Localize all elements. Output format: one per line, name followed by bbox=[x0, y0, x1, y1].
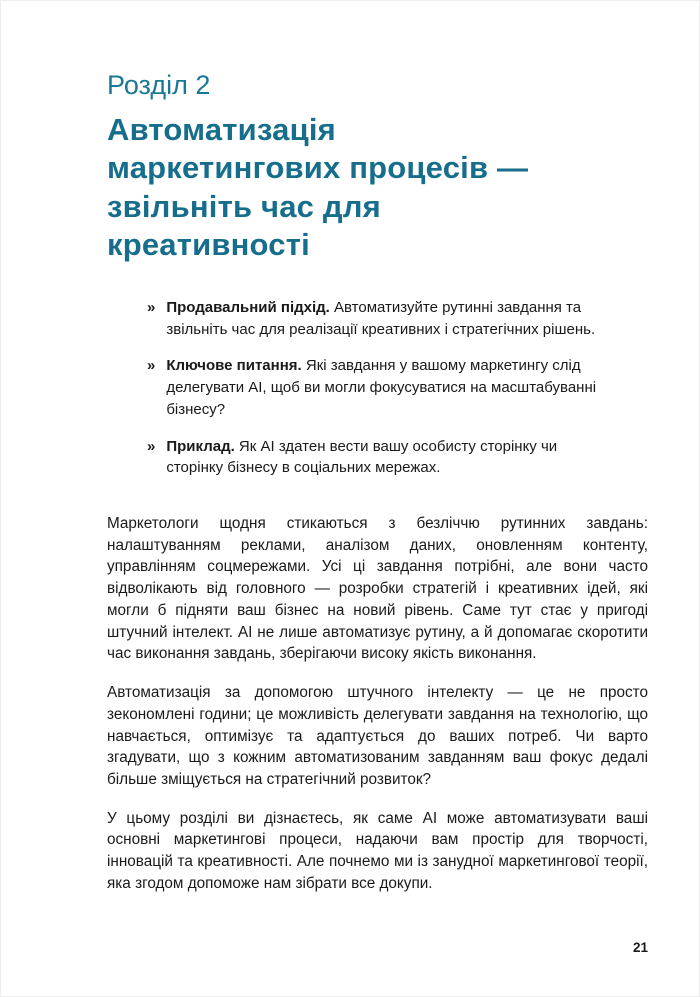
bullet-lead: Продавальний підхід. bbox=[166, 298, 330, 316]
bullet-marker: » bbox=[147, 437, 156, 455]
chapter-title bbox=[107, 111, 648, 265]
paragraph: У цьому розділі ви дізнаєтесь, як саме AI може автоматизувати ваші основні маркетингові процеси, надаючи вам простір для творчості, інновацій та креативності. Але почнемо ми із занудної маркетингової теорії, яка згодом допоможе нам зібрати все докупи. bbox=[107, 809, 648, 892]
bullet-text bbox=[166, 355, 602, 420]
list-item bbox=[147, 355, 602, 420]
bullet-body: Автоматизуйте рутинні завдання та звільніть час для реалізації креативних і стратегічних рішень. bbox=[166, 298, 596, 338]
chapter-title-line-4: креативності bbox=[107, 227, 310, 263]
bullet-text bbox=[166, 297, 602, 341]
chapter-title-line-1: Автоматизація bbox=[107, 112, 336, 148]
paragraph: Автоматизація за допомогою штучного інтелекту — це не просто зекономлені години; це можливість делегувати завдання на технологію, що навчається, оптимізує та адаптується до ваших потреб. Чи варто згадувати, що з кожним автоматизованим завданням ваш фокус дедалі більше зміщується на стратегічний розвиток? bbox=[107, 684, 648, 788]
bullet-text bbox=[166, 436, 602, 480]
bullet-body: Як AI здатен вести вашу особисту сторінку чи сторінку бізнесу в соціальних мережах. bbox=[166, 437, 558, 477]
bullet-lead: Приклад. bbox=[166, 437, 235, 455]
page-number: 21 bbox=[632, 940, 648, 955]
chapter-title-line-3: звільніть час для bbox=[107, 188, 381, 224]
bullet-marker: » bbox=[147, 298, 156, 316]
list-item bbox=[147, 297, 602, 341]
bullet-marker: » bbox=[147, 357, 156, 375]
bullet-list bbox=[147, 297, 602, 479]
bullet-lead: Ключове питання. bbox=[166, 357, 302, 375]
list-item bbox=[147, 436, 602, 480]
bullet-body: Які завдання у вашому маркетингу слід делегувати AI, щоб ви могли фокусуватися на масштабуванні бізнесу? bbox=[166, 357, 597, 418]
body-paragraphs bbox=[107, 513, 648, 895]
chapter-title-line-2: маркетингових процесів — bbox=[107, 150, 529, 186]
chapter-label: Розділ 2 bbox=[107, 70, 211, 100]
paragraph: Маркетологи щодня стикаються з безліччю рутинних завдань: налаштуванням реклами, аналізом даних, оновленням контенту, управлінням соцмережами. Усі ці завдання потрібні, але вони часто відволікають від головного — розробки стратегій і креативних ідей, які могли б підняти ваш бізнес на новий рівень. Саме тут стає у пригоді штучний інтелект. AI не лише автоматизує рутину, а й допомагає скоротити час виконання завдань, зберігаючи високу якість виконання. bbox=[107, 515, 648, 663]
